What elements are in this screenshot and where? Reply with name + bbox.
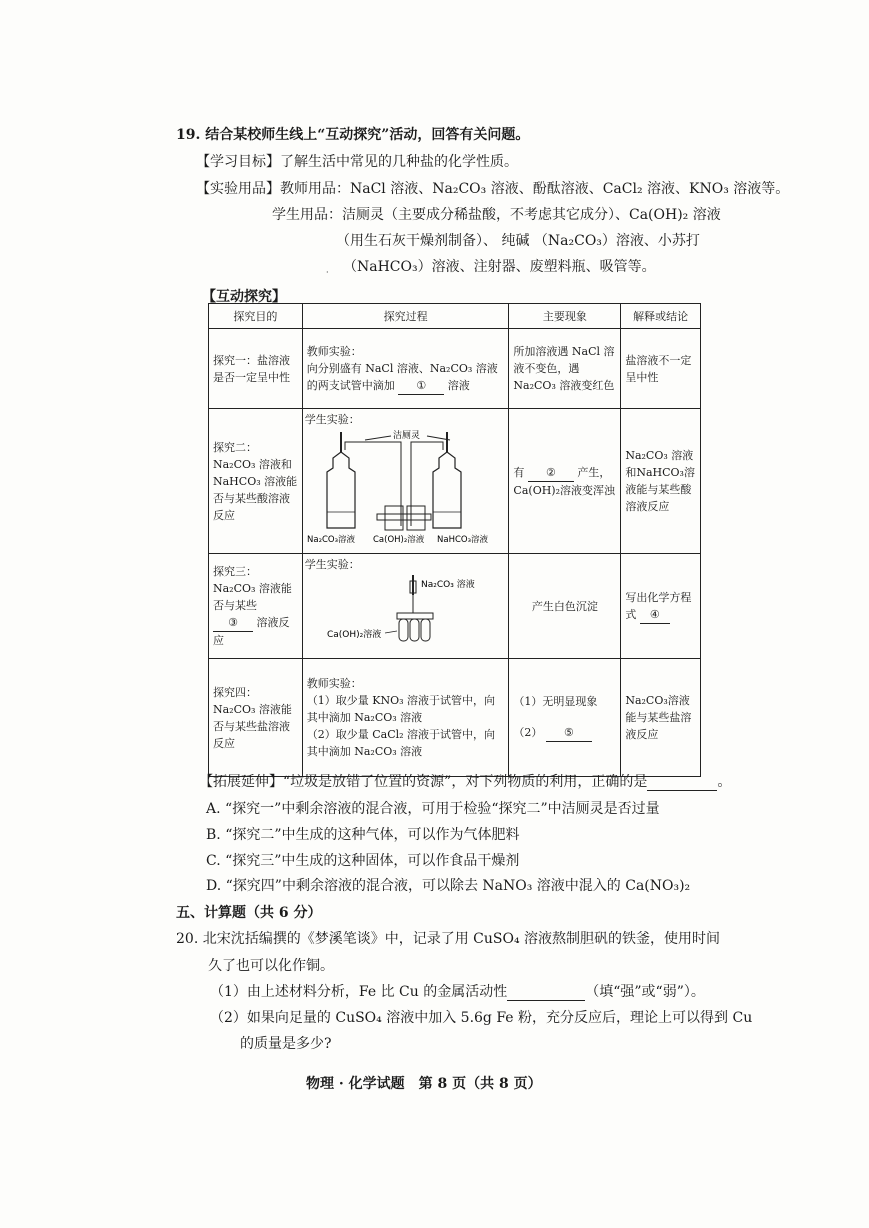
apparatus-diagram-two	[305, 428, 499, 546]
row4-conclusion: Na₂CO₃溶液能与某些盐溶液反应	[621, 659, 701, 777]
row4-phenomenon	[509, 659, 621, 777]
label-top-na2co3: Na₂CO₃ 溶液	[420, 580, 475, 590]
extension-end: 。	[717, 774, 732, 790]
row1-process-text1: 向分别盛有 NaCl 溶液、Na₂CO₃ 溶液	[306, 361, 498, 375]
question-19-title: 19. 结合某校师生线上“互动探究”活动，回答有关问题。	[176, 127, 530, 143]
materials-line-1: 【实验用品】教师用品：NaCl 溶液、Na₂CO₃ 溶液、酚酞溶液、CaCl₂ 溶液、KNO₃ 溶液等。	[196, 181, 790, 197]
row3-conclusion	[621, 554, 701, 659]
table-header-row	[209, 304, 701, 329]
row1-process-text2: 的两支试管中滴加	[306, 378, 395, 392]
row3-process-label: 学生实验：	[304, 558, 360, 571]
row4-phen-2: （2）	[513, 726, 543, 739]
section-heading: 【互动探究】	[202, 289, 286, 305]
question-20-part2-line1: （2）如果向足量的 CuSO₄ 溶液中加入 5.6g Fe 粉，充分反应后，理论上可以得到 Cu	[210, 1010, 753, 1026]
stray-mark: ·	[326, 268, 329, 277]
blank-5[interactable]: ⑤	[546, 724, 592, 742]
table-row	[209, 659, 701, 777]
header-process: 探究过程	[302, 304, 509, 329]
label-na2co3-solution: Na₂CO₃溶液	[306, 535, 355, 545]
part1-post: （填“强”或“弱”）。	[585, 984, 705, 1000]
row4-phen-line2	[513, 724, 616, 742]
row1-conclusion: 盐溶液不一定呈中性	[621, 329, 701, 409]
materials-line-2: 学生用品：洁厕灵（主要成分稀盐酸，不考虑其它成分）、Ca(OH)₂ 溶液	[272, 207, 721, 223]
row4-purpose: 探究四：Na₂CO₃ 溶液能否与某些盐溶液反应	[209, 659, 303, 777]
header-purpose: 探究目的	[209, 304, 303, 329]
option-d[interactable]: D. “探究四”中剩余溶液的混合液，可以除去 NaNO₃ 溶液中混入的 Ca(NO₃)₂	[206, 878, 691, 894]
part1-pre: （1）由上述材料分析，Fe 比 Cu 的金属活动性	[210, 984, 508, 1000]
bottle-right	[433, 452, 461, 528]
row1-process-text3: 溶液	[447, 378, 470, 392]
row1-purpose: 探究一：盐溶液是否一定呈中性	[209, 329, 303, 409]
row1-process-line3	[307, 377, 505, 395]
extension-text: 【拓展延伸】“垃圾是放错了位置的资源”，对下列物质的利用，正确的是	[199, 774, 648, 790]
row4-process-1: （1）取少量 KNO₃ 溶液于试管中，向其中滴加 Na₂CO₃ 溶液	[306, 694, 496, 724]
row2-phen-line1	[513, 464, 616, 482]
row2-purpose: 探究二：Na₂CO₃ 溶液和 NaHCO₃ 溶液能否与某些酸溶液反应	[209, 409, 303, 554]
header-phenomenon: 主要现象	[509, 304, 621, 329]
blank-4[interactable]: ④	[640, 606, 670, 624]
row4-process	[302, 659, 509, 777]
materials-line-4: （NaHCO₃）溶液、注射器、废塑料瓶、吸管等。	[343, 259, 656, 275]
materials-line-3: （用生石灰干燥剂制备）、 纯碱 （Na₂CO₃）溶液、小苏打	[336, 233, 700, 249]
row4-process-label: 教师实验：	[306, 677, 362, 690]
extension-answer-blank[interactable]	[647, 776, 717, 791]
option-c[interactable]: C. “探究三”中生成的这种固体，可以作食品干燥剂	[206, 853, 520, 869]
learning-objective: 【学习目标】了解生活中常见的几种盐的化学性质。	[196, 154, 518, 170]
question-20-part1	[210, 983, 705, 1001]
row4-phen-1: （1）无明显现象	[513, 695, 598, 708]
label-nahco3-solution: NaHCO₃溶液	[436, 535, 488, 545]
row2-phen-line2: Ca(OH)₂溶液变浑浊	[513, 483, 615, 497]
apparatus-diagram-three	[305, 573, 499, 651]
row2-process-label: 学生实验：	[304, 413, 360, 426]
exploration-table	[208, 303, 701, 777]
row4-process-2: （2）取少量 CaCl₂ 溶液于试管中，向其中滴加 Na₂CO₃ 溶液	[306, 728, 496, 758]
question-20-line1: 20. 北宋沈括编撰的《梦溪笔谈》中，记录了用 CuSO₄ 溶液熬制胆矾的铁釜，使用时间	[176, 931, 721, 947]
row3-purpose	[209, 554, 303, 659]
option-b[interactable]: B. “探究二”中生成的这种气体，可以作为气体肥料	[206, 827, 520, 843]
blank-2[interactable]: ②	[528, 464, 574, 482]
question-20-line2: 久了也可以化作铜。	[208, 958, 334, 974]
row3-process	[302, 554, 509, 659]
row2-conclusion: Na₂CO₃ 溶液和NaHCO₃溶液能与某些酸溶液反应	[621, 409, 701, 554]
page-footer: 物理 · 化学试题 第 8 页（共 8 页）	[306, 1076, 542, 1092]
row1-process	[302, 329, 509, 409]
blank-1[interactable]: ①	[398, 377, 444, 395]
row3-purpose-b: 溶液反应	[213, 616, 290, 647]
extension-question	[199, 773, 731, 791]
row2-phen-pre: 有	[513, 465, 525, 479]
row1-phenomenon: 所加溶液遇 NaCl 溶液不变色，遇 Na₂CO₃ 溶液变红色	[509, 329, 621, 409]
row2-phen-post: 产生，	[577, 465, 611, 479]
question-20-part2-line2: 的质量是多少?	[240, 1036, 332, 1052]
table-row	[209, 554, 701, 659]
section-five-heading: 五、计算题（共 6 分）	[176, 905, 322, 921]
label-caoh2-solution: Ca(OH)₂溶液	[372, 535, 425, 545]
table-row	[209, 329, 701, 409]
part1-answer-blank[interactable]	[507, 986, 585, 1001]
row2-process	[302, 409, 509, 554]
header-conclusion: 解释或结论	[621, 304, 701, 329]
bottle-left	[327, 452, 355, 528]
row3-phenomenon: 产生白色沉淀	[509, 554, 621, 659]
table-row	[209, 409, 701, 554]
blank-3[interactable]: ③	[213, 614, 253, 632]
label-bottom-caoh2: Ca(OH)₂溶液	[326, 630, 382, 640]
row3-concl-a: 写出化学方程式	[625, 590, 692, 621]
option-a[interactable]: A. “探究一”中剩余溶液的混合液，可用于检验“探究二”中洁厕灵是否过量	[206, 801, 660, 817]
row1-process-label: 教师实验：	[306, 344, 362, 358]
row3-purpose-a: 探究三：Na₂CO₃ 溶液能否与某些	[213, 565, 292, 612]
jiecl-label: 洁厕灵	[392, 431, 420, 441]
row2-phenomenon	[509, 409, 621, 554]
